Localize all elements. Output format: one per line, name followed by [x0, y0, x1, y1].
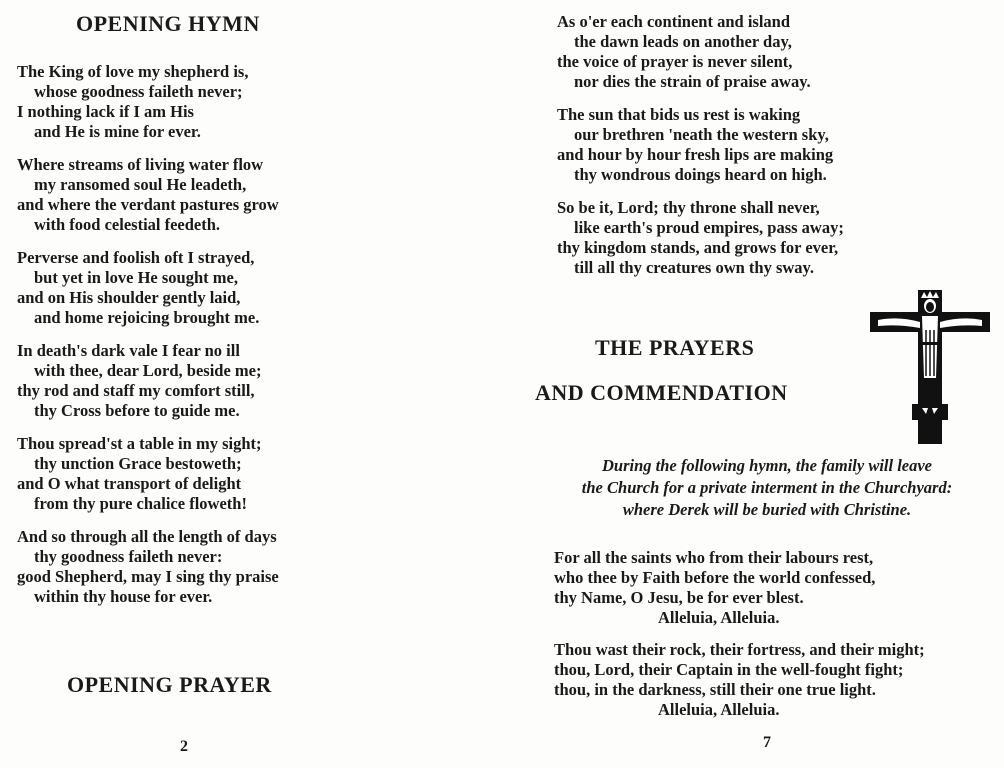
- verse-line: the dawn leads on another day,: [574, 32, 792, 51]
- verse-line: till all thy creatures own thy sway.: [574, 258, 815, 277]
- verse-line: Where streams of living water flow: [17, 155, 264, 174]
- verse-line: The sun that bids us rest is waking: [557, 105, 801, 124]
- verse-line: with food celestial feedeth.: [34, 215, 221, 234]
- hymn-line: Thou wast their rock, their fortress, and their might;: [554, 640, 925, 659]
- verse-line: Perverse and foolish oft I strayed,: [17, 248, 255, 267]
- hymn-line: thou, Lord, their Captain in the well-fought fight;: [554, 660, 904, 679]
- verse-line: and O what transport of delight: [17, 474, 242, 493]
- verse-line: thy goodness faileth never:: [34, 547, 223, 566]
- verse-line: and where the verdant pastures grow: [17, 195, 279, 214]
- opening-prayer-heading: OPENING PRAYER: [67, 672, 272, 697]
- hymn-line: For all the saints who from their labours rest,: [554, 548, 874, 567]
- hymn-line: thou, in the darkness, still their one true light.: [554, 680, 876, 699]
- hymn-refrain: Alleluia, Alleluia.: [658, 700, 780, 719]
- page-number: 7: [763, 734, 771, 751]
- verse-line: The King of love my shepherd is,: [17, 62, 249, 81]
- instruction-line: During the following hymn, the family will leave: [601, 456, 933, 475]
- hymn-refrain: Alleluia, Alleluia.: [658, 608, 780, 627]
- verse-line: whose goodness faileth never;: [34, 82, 243, 101]
- verse-line: I nothing lack if I am His: [17, 102, 194, 121]
- verse-line: In death's dark vale I fear no ill: [17, 341, 240, 360]
- verse-line: our brethren 'neath the western sky,: [574, 125, 829, 144]
- verse-line: with thee, dear Lord, beside me;: [34, 361, 262, 380]
- verse-line: Thou spread'st a table in my sight;: [17, 434, 262, 453]
- left-page: [0, 0, 340, 768]
- verse-line: and hour by hour fresh lips are making: [557, 145, 834, 164]
- verse-line: but yet in love He sought me,: [34, 268, 238, 287]
- crucifix-icon: [868, 286, 992, 446]
- verse-line: from thy pure chalice floweth!: [34, 494, 247, 513]
- prayers-heading-line1: THE PRAYERS: [595, 335, 755, 360]
- verse-line: So be it, Lord; thy throne shall never,: [557, 198, 820, 217]
- prayers-heading-line2: AND COMMENDATION: [535, 380, 788, 405]
- verse-line: the voice of prayer is never silent,: [557, 52, 793, 71]
- instruction-line: where Derek will be buried with Christine.: [622, 500, 912, 519]
- page-number: 2: [180, 738, 188, 755]
- instruction-line: the Church for a private interment in the Churchyard:: [581, 478, 953, 497]
- verse-line: thy unction Grace bestoweth;: [34, 454, 242, 473]
- verse-line: nor dies the strain of praise away.: [574, 72, 811, 91]
- hymn-line: thy Name, O Jesu, be for ever blest.: [554, 588, 804, 607]
- hymn-line: who thee by Faith before the world confessed,: [554, 568, 876, 587]
- verse-line: like earth's proud empires, pass away;: [574, 218, 844, 237]
- verse-line: and He is mine for ever.: [34, 122, 201, 141]
- verse-line: thy Cross before to guide me.: [34, 401, 240, 420]
- verse-line: and on His shoulder gently laid,: [17, 288, 241, 307]
- verse-line: and home rejoicing brought me.: [34, 308, 260, 327]
- verse-line: As o'er each continent and island: [557, 12, 791, 31]
- verse-line: And so through all the length of days: [17, 527, 277, 546]
- verse-line: within thy house for ever.: [34, 587, 213, 606]
- verse-line: my ransomed soul He leadeth,: [34, 175, 247, 194]
- opening-hymn-heading: OPENING HYMN: [76, 11, 260, 36]
- verse-line: thy wondrous doings heard on high.: [574, 165, 827, 184]
- verse-line: good Shepherd, may I sing thy praise: [17, 567, 279, 586]
- verse-line: thy kingdom stands, and grows for ever,: [557, 238, 839, 257]
- verse-line: thy rod and staff my comfort still,: [17, 381, 255, 400]
